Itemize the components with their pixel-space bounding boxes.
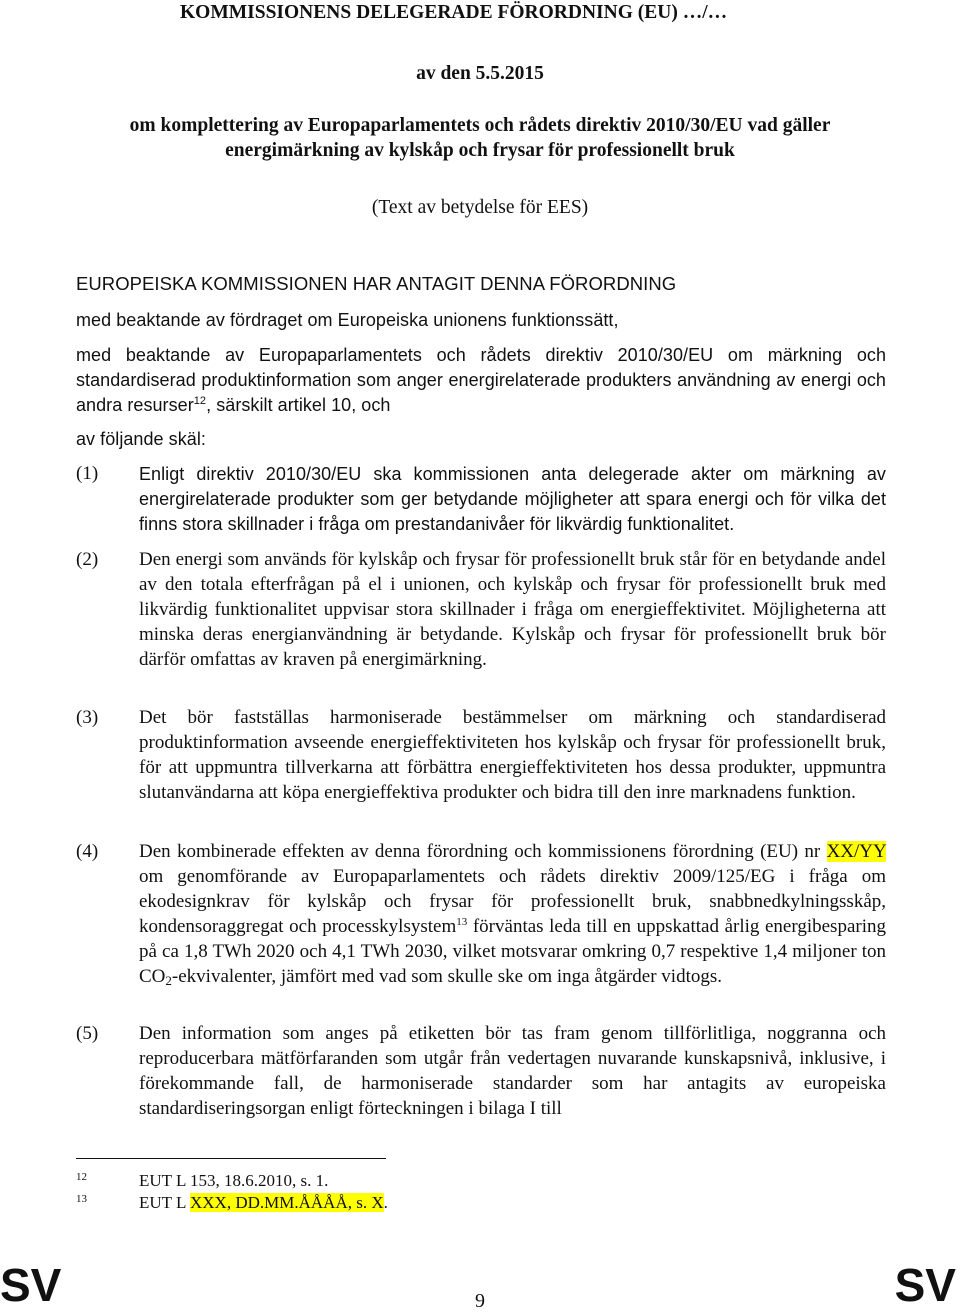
treaty-citation: med beaktande av fördraget om Europeiska unionens funktionssätt,: [76, 310, 619, 330]
directive-citation-text: med beaktande av Europaparlamentets och rådets direktiv 2010/30/EU om märkning och standardiserad produktinformation som anger energirelaterade produkters användning av energi och andra resurser: [76, 345, 886, 415]
adoption-statement: EUROPEISKA KOMMISSIONEN HAR ANTAGIT DENNA FÖRORDNING: [76, 273, 677, 294]
co2-subscript: 2: [165, 972, 172, 988]
recital-4-text-b: om genomförande av Europaparlamentets och rådets direktiv 2009/125/EG i fråga om ekodesignkrav för kylskåp och frysar för professionellt bruk, snabbnedkylningsskåp, kondensoraggregat och processkylsystem: [139, 865, 886, 937]
footnote-ref-12[interactable]: 12: [193, 395, 207, 407]
document-subject: [0, 113, 960, 163]
page-number: 9: [475, 1290, 485, 1312]
recital-text: [139, 840, 886, 989]
highlighted-placeholder: XX/YY: [826, 841, 886, 862]
recital-4-text-c: förväntas leda till en uppskattad årlig energibesparing på ca 1,8 TWh 2020 och 4,1 TWh 2030, vilket motsvarar omkring 0,7 respektive 1,4 miljoner ton CO: [139, 915, 886, 987]
language-code-left: SV: [0, 1259, 62, 1311]
footnote-13-text-a: EUT L: [139, 1193, 190, 1212]
recital-text: Enligt direktiv 2010/30/EU ska kommissionen anta delegerade akter om märkning av energirelaterade produkter som ger betydande möjligheter att spara energi och för vilka det finns stora skillnader i fråga om prestandanivåer för likvärdig funktionalitet.: [139, 464, 886, 534]
footnote-13-text-b: .: [383, 1193, 388, 1212]
recital-number: (1): [76, 463, 99, 484]
directive-citation: [76, 343, 886, 418]
footnote-number: 12: [76, 1171, 87, 1183]
footnote-text: EUT L 153, 18.6.2010, s. 1.: [139, 1171, 329, 1190]
recital-4-text-a: Den kombinerade effekten av denna förordning och kommissionens förordning (EU) nr: [139, 841, 827, 862]
footnote-text: [139, 1192, 388, 1214]
recitals-intro: av följande skäl:: [76, 429, 206, 449]
highlighted-placeholder: XXX, DD.MM.ÅÅÅÅ, s. X: [190, 1193, 384, 1212]
footnote-number: 13: [76, 1193, 87, 1205]
subject-line-2: energimärkning av kylskåp och frysar för professionellt bruk: [225, 140, 735, 161]
footnote-ref-13[interactable]: 13: [456, 915, 468, 928]
document-title: KOMMISSIONENS DELEGERADE FÖRORDNING (EU) …/…: [180, 2, 728, 23]
subject-line-1: om komplettering av Europaparlamentets och rådets direktiv 2010/30/EU vad gäller: [129, 115, 831, 136]
recital-number: (5): [76, 1023, 99, 1044]
directive-citation-tail: , särskilt artikel 10, och: [206, 395, 391, 415]
recital-4-text-d: -ekvivalenter, jämfört med vad som skulle ske om inga åtgärder vidtogs.: [171, 965, 722, 987]
recital-number: (3): [76, 707, 99, 728]
recital-text: Det bör fastställas harmoniserade bestämmelser om märkning och standardiserad produktinformation avseende energieffektiviteten hos kylskåp och frysar för professionellt bruk, för att uppmuntra tillverkarna att förbättra energieffektiviteten hos dessa produkter, uppmuntra slutanvändarna att köpa energieffektiva produkter och bidra till den inre marknadens funktion.: [139, 707, 886, 803]
document-date: av den 5.5.2015: [416, 63, 544, 84]
recital-number: (4): [76, 841, 99, 862]
recital-text: Den energi som används för kylskåp och frysar för professionellt bruk står för en betydande andel av den totala efterfrågan på el i unionen, och kylskåp och frysar för professionellt bruk med likvärdig funktionalitet uppvisar stora skillnader i fråga om energieffektivitet. Möjligheterna att minska deras energianvändning är betydande. Kylskåp och frysar för professionellt bruk bör därför omfattas av kraven på energimärkning.: [139, 549, 886, 670]
recital-text: Den information som anges på etiketten bör tas fram genom tillförlitliga, noggranna och reproducerbara mätförfaranden som utgår från vedertagen nuvarande kunskapsnivå, inklusive, i förekommande fall, de harmoniserade standarder som har antagits av europeiska standardiseringsorgan enligt förteckningen i bilaga I till: [139, 1023, 886, 1119]
eea-relevance-note: (Text av betydelse för EES): [371, 197, 589, 218]
recital-number: (2): [76, 549, 99, 570]
footnote-divider: [76, 1158, 386, 1159]
language-code-right: SV: [894, 1259, 956, 1311]
